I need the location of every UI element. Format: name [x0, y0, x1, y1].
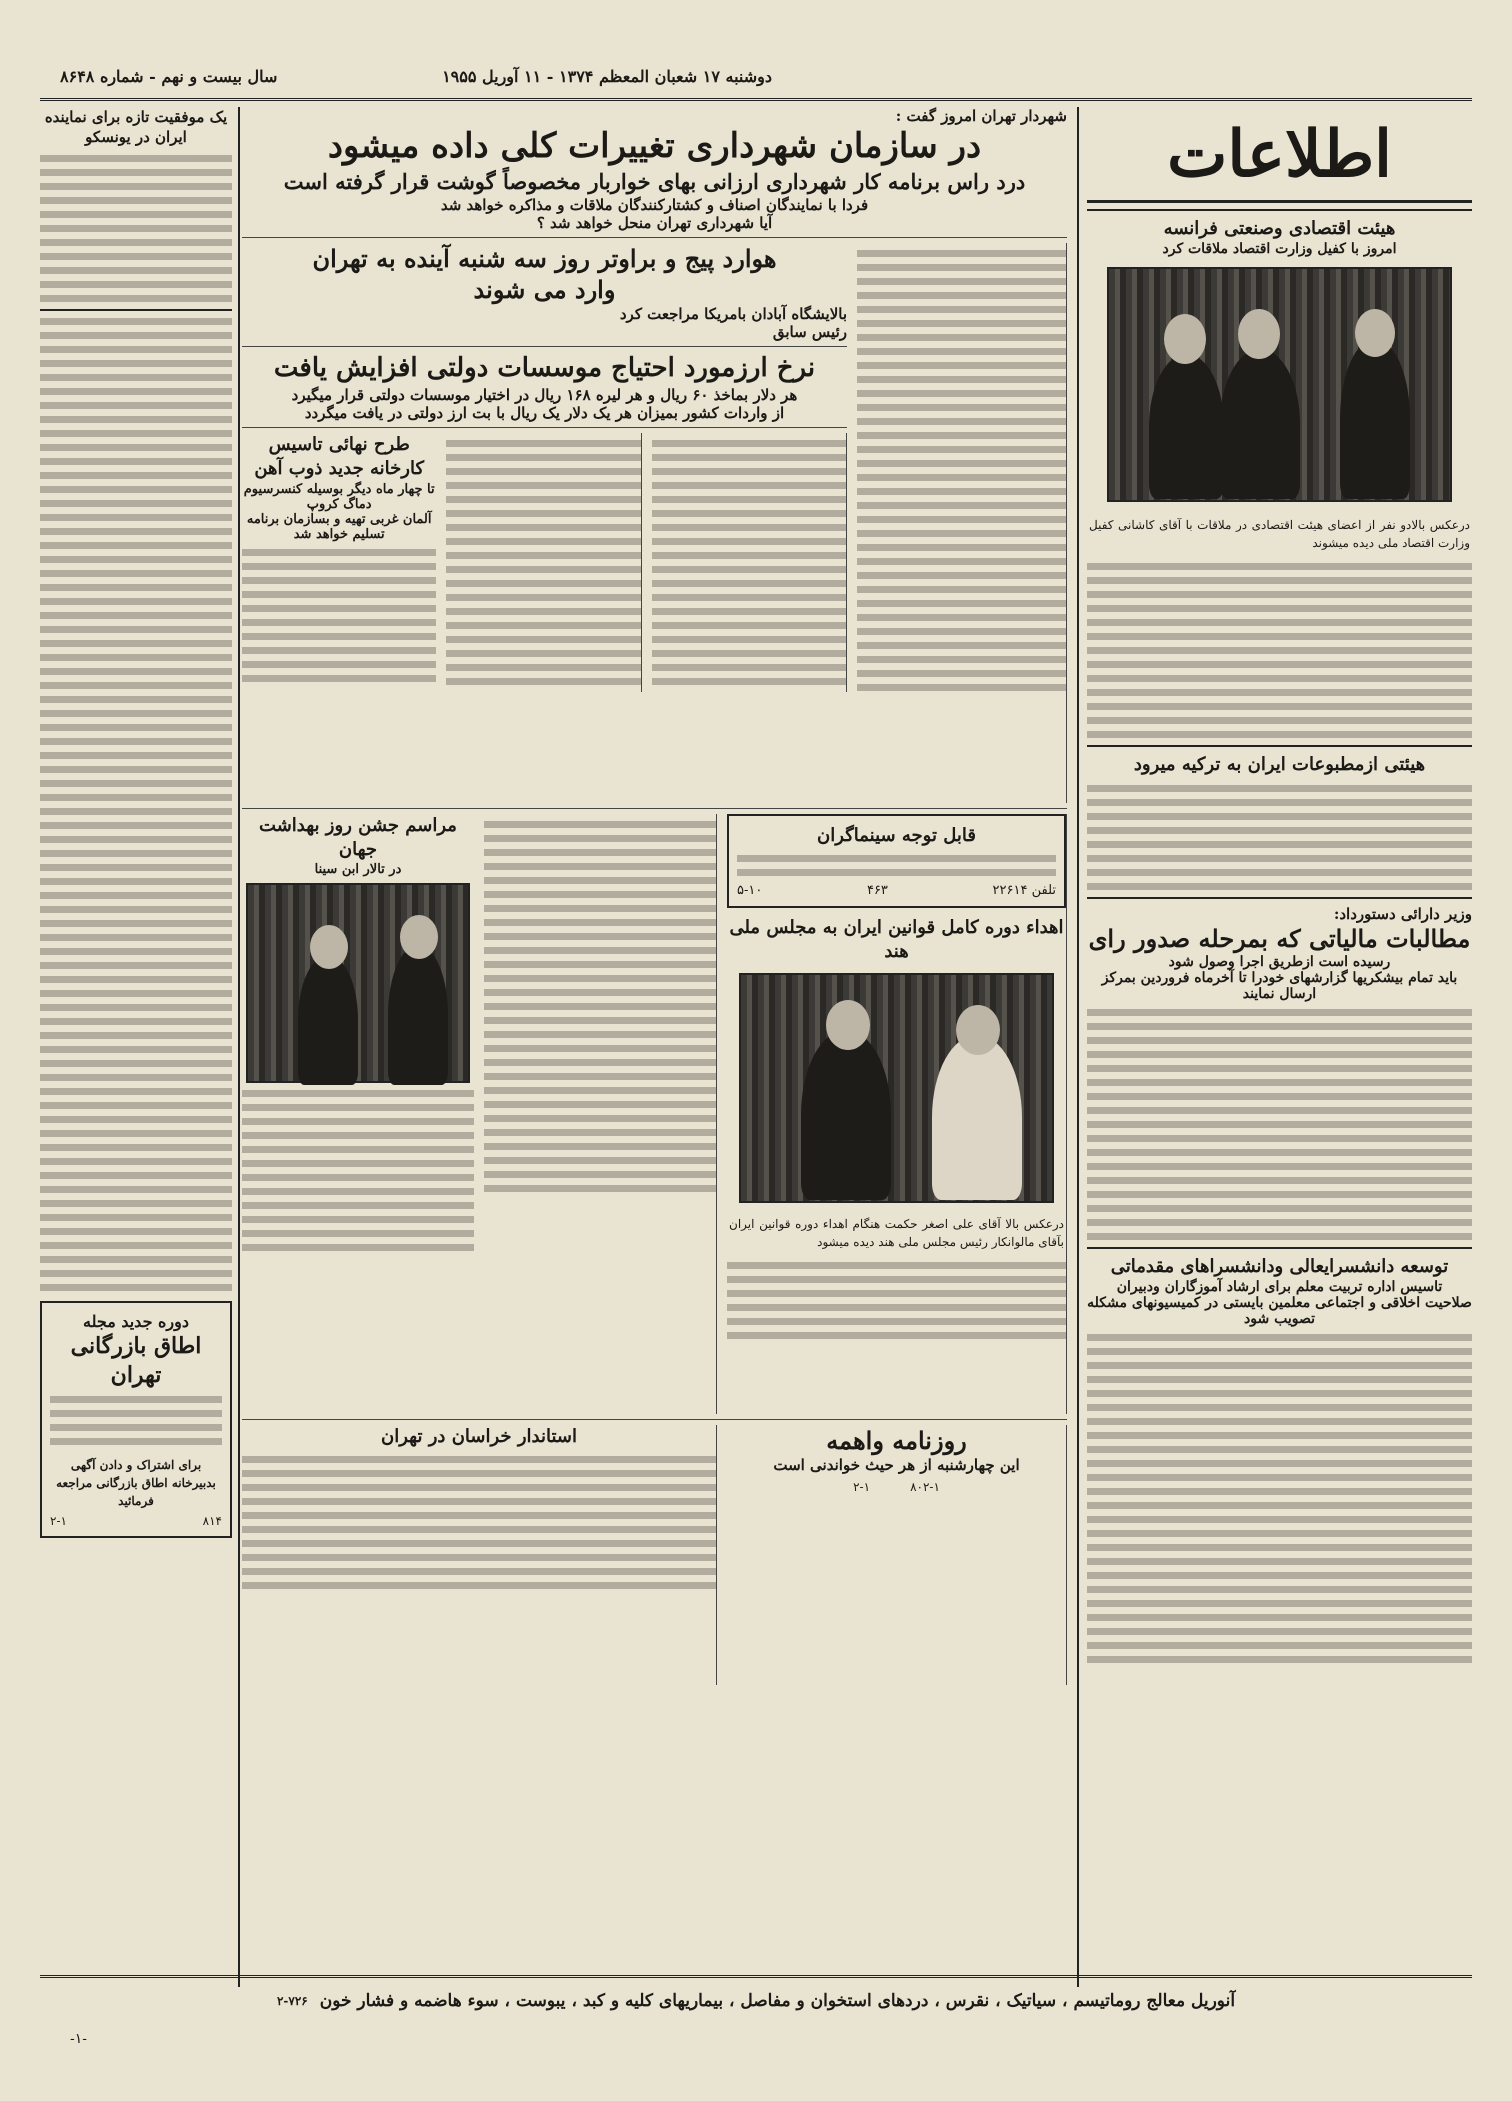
lead-story-headline: در سازمان شهرداری تغییرات کلی داده میشود — [327, 126, 982, 166]
newspaper-page — [40, 55, 1472, 2055]
main-column — [242, 107, 1067, 1987]
bottom-advertisement — [40, 1975, 1472, 2023]
photo-world-health-day — [246, 883, 470, 1083]
story-exchange-rate-title: نرخ ارزمورد احتیاج موسسات دولتی افزایش یافت — [273, 353, 816, 384]
story-french-delegation-title: هیئت اقتصادی وصنعتی فرانسه — [1163, 218, 1396, 239]
story-press-delegation-body — [1087, 785, 1472, 890]
story-vahmeh-ref: ۸۰۲-۱ — [910, 1480, 940, 1495]
lead-story-deck: درد راس برنامه کار شهرداری ارزانی بهای خواربار مخصوصاً گوشت قرار گرفته است — [283, 168, 1026, 194]
story-unesco-title: یک موفقیت تازه برای نماینده ایران در یونسکو — [44, 108, 228, 147]
chamber-ad-ref2: ۲-۱ — [50, 1514, 67, 1529]
masthead-date: دوشنبه ۱۷ شعبان المعظم ۱۳۷۴ - ۱۱ آوریل ۱۹۵۵ — [442, 67, 772, 86]
lead-story-deck3: آیا شهرداری تهران منحل خواهد شد ؟ — [536, 213, 773, 232]
cinema-notice-ref2: ۵-۱۰ — [737, 883, 763, 899]
story-exchange-rate-sub1: هر دلار بماخذ ۶۰ ریال و هر لیره ۱۶۸ ریال در اختیار موسسات دولتی قرار میگیرد — [291, 386, 798, 405]
lead-story-kicker: شهردار تهران امروز گفت : — [895, 107, 1067, 125]
story-world-health-day-sub: در تالار ابن سینا — [314, 862, 402, 878]
right-column — [1077, 107, 1472, 1987]
chamber-ad-footer: برای اشتراک و دادن آگهی بدبیرخانه اطاق بازرگانی مراجعه فرمائید — [56, 1458, 216, 1509]
photo-delegation-meeting — [1107, 267, 1452, 502]
story-press-delegation-title: هیئتی ازمطبوعات ایران به ترکیه میرود — [1133, 754, 1426, 776]
newspaper-logo: اطلاعات — [1087, 107, 1472, 203]
story-tax-sub1: رسیده است ازطریق اجرا وصول شود — [1168, 953, 1391, 970]
lead-story-body — [857, 243, 1067, 803]
masthead-issue: سال بیست و نهم - شماره ۸۶۴۸ — [60, 67, 278, 86]
lead-story-deck2: فردا با نمایندگان اصناف و کشتارکنندگان ملاقات و مذاکره خواهد شد — [440, 195, 869, 214]
story-exchange-rate-sub2: از واردات کشور بمیزان هر یک دلار یک ریال با بت ارز دولتی در یافت میگردد — [304, 404, 785, 423]
story-tax-kicker: وزیر دارائی دستورداد: — [1333, 904, 1472, 923]
story-tax-sub2: باید تمام بیشکریها گزارشهای خودرا تا آخرماه فروردین بمرکز ارسال نمایند — [1101, 969, 1458, 1002]
story-french-delegation-body — [1087, 563, 1472, 738]
photo-india-parliament — [739, 973, 1054, 1203]
story-steel-mill-title: طرح نهائی تاسیس کارخانه جدید ذوب آهن — [254, 434, 425, 480]
story-teachers-college-sub2: صلاحیت اخلاقی و اجتماعی معلمین بایستی در کمیسیونهای مشکله تصویب شود — [1087, 1295, 1472, 1328]
chamber-of-commerce-ad — [40, 1301, 232, 1539]
story-vahmeh-title: روزنامه واهمه — [826, 1425, 967, 1455]
story-howard-page-title: هوارد پیج و براوتر روز سه شنبه آینده به تهران — [312, 243, 777, 273]
story-tax-title: مطالبات مالیاتی که بمرحله صدور رای — [1088, 923, 1471, 953]
story-howard-page-sub: بالایشگاه آبادان بامریکا مراجعت کرد — [619, 305, 847, 324]
story-teachers-college-sub1: تاسیس اداره تربیت معلم برای ارشاد آموزگاران ودبیران — [1116, 1279, 1443, 1296]
photo-delegation-caption: درعکس بالادو نفر از اعضای هیئت اقتصادی در ملاقات با آقای کاشانی کفیل وزارت اقتصاد ملی دیده میشوند — [1089, 518, 1470, 551]
chamber-ad-name: اطاق بازرگانی تهران — [70, 1333, 202, 1388]
story-steel-mill-sub1: تا چهار ماه دیگر بوسیله کنسرسیوم دماگ کروپ — [243, 481, 435, 512]
photo-india-caption: درعکس بالا آقای علی اصغر حکمت هنگام اهداء دوره قوانین ایران بآقای مالوانکار رئیس مجلس ملی هند دیده میشود — [729, 1216, 1064, 1249]
cinema-notice-title: قابل توجه سینماگران — [817, 824, 976, 846]
story-teachers-college-body — [1087, 1334, 1472, 1663]
story-world-health-day-title: مراسم جشن روز بهداشت جهان — [259, 814, 457, 861]
masthead — [40, 55, 1472, 101]
bottom-ad-text: آنوریل معالج روماتیسم ، سیاتیک ، نقرس ، دردهای استخوان و مفاصل ، بیماریهای کلیه و کبد ، یبوست ، سوء هاضمه و فشار خون — [319, 1990, 1236, 2011]
story-howard-page-kicker: رئیس سابق — [772, 323, 847, 342]
story-india-title: اهداء دوره کامل قوانین ایران به مجلس ملی هند — [729, 917, 1064, 963]
story-vahmeh-sub: این چهارشنبه از هر حیث خواندنی است — [773, 1456, 1020, 1475]
story-tax-body — [1087, 1009, 1472, 1240]
cinema-notice-phone: تلفن ۲۲۶۱۴ — [992, 883, 1056, 899]
cinema-notice — [727, 814, 1066, 908]
story-howard-page-title2: وارد می شوند — [473, 275, 616, 305]
chamber-ad-title: دوره جدید مجله — [82, 1311, 189, 1331]
story-french-delegation-subtitle: امروز با کفیل وزارت اقتصاد ملاقات کرد — [1162, 241, 1397, 258]
story-steel-mill-sub2: آلمان غربی تهیه و بسازمان برنامه تسلیم خواهد شد — [246, 511, 432, 542]
story-vahmeh-ref2: ۲-۱ — [853, 1480, 871, 1495]
chamber-ad-ref: ۸۱۴ — [202, 1514, 222, 1529]
bottom-ad-ref: ۲-۷۲۶ — [276, 1993, 308, 2008]
story-khorasan-governor-title: استاندار خراسان در تهران — [381, 1425, 577, 1447]
page-folio: -۱- — [70, 2031, 87, 2047]
cinema-notice-ref: ۴۶۳ — [866, 883, 888, 899]
left-column — [40, 107, 240, 1987]
story-teachers-college-title: توسعه دانشسرایعالی ودانشسراهای مقدماتی — [1110, 1255, 1449, 1277]
